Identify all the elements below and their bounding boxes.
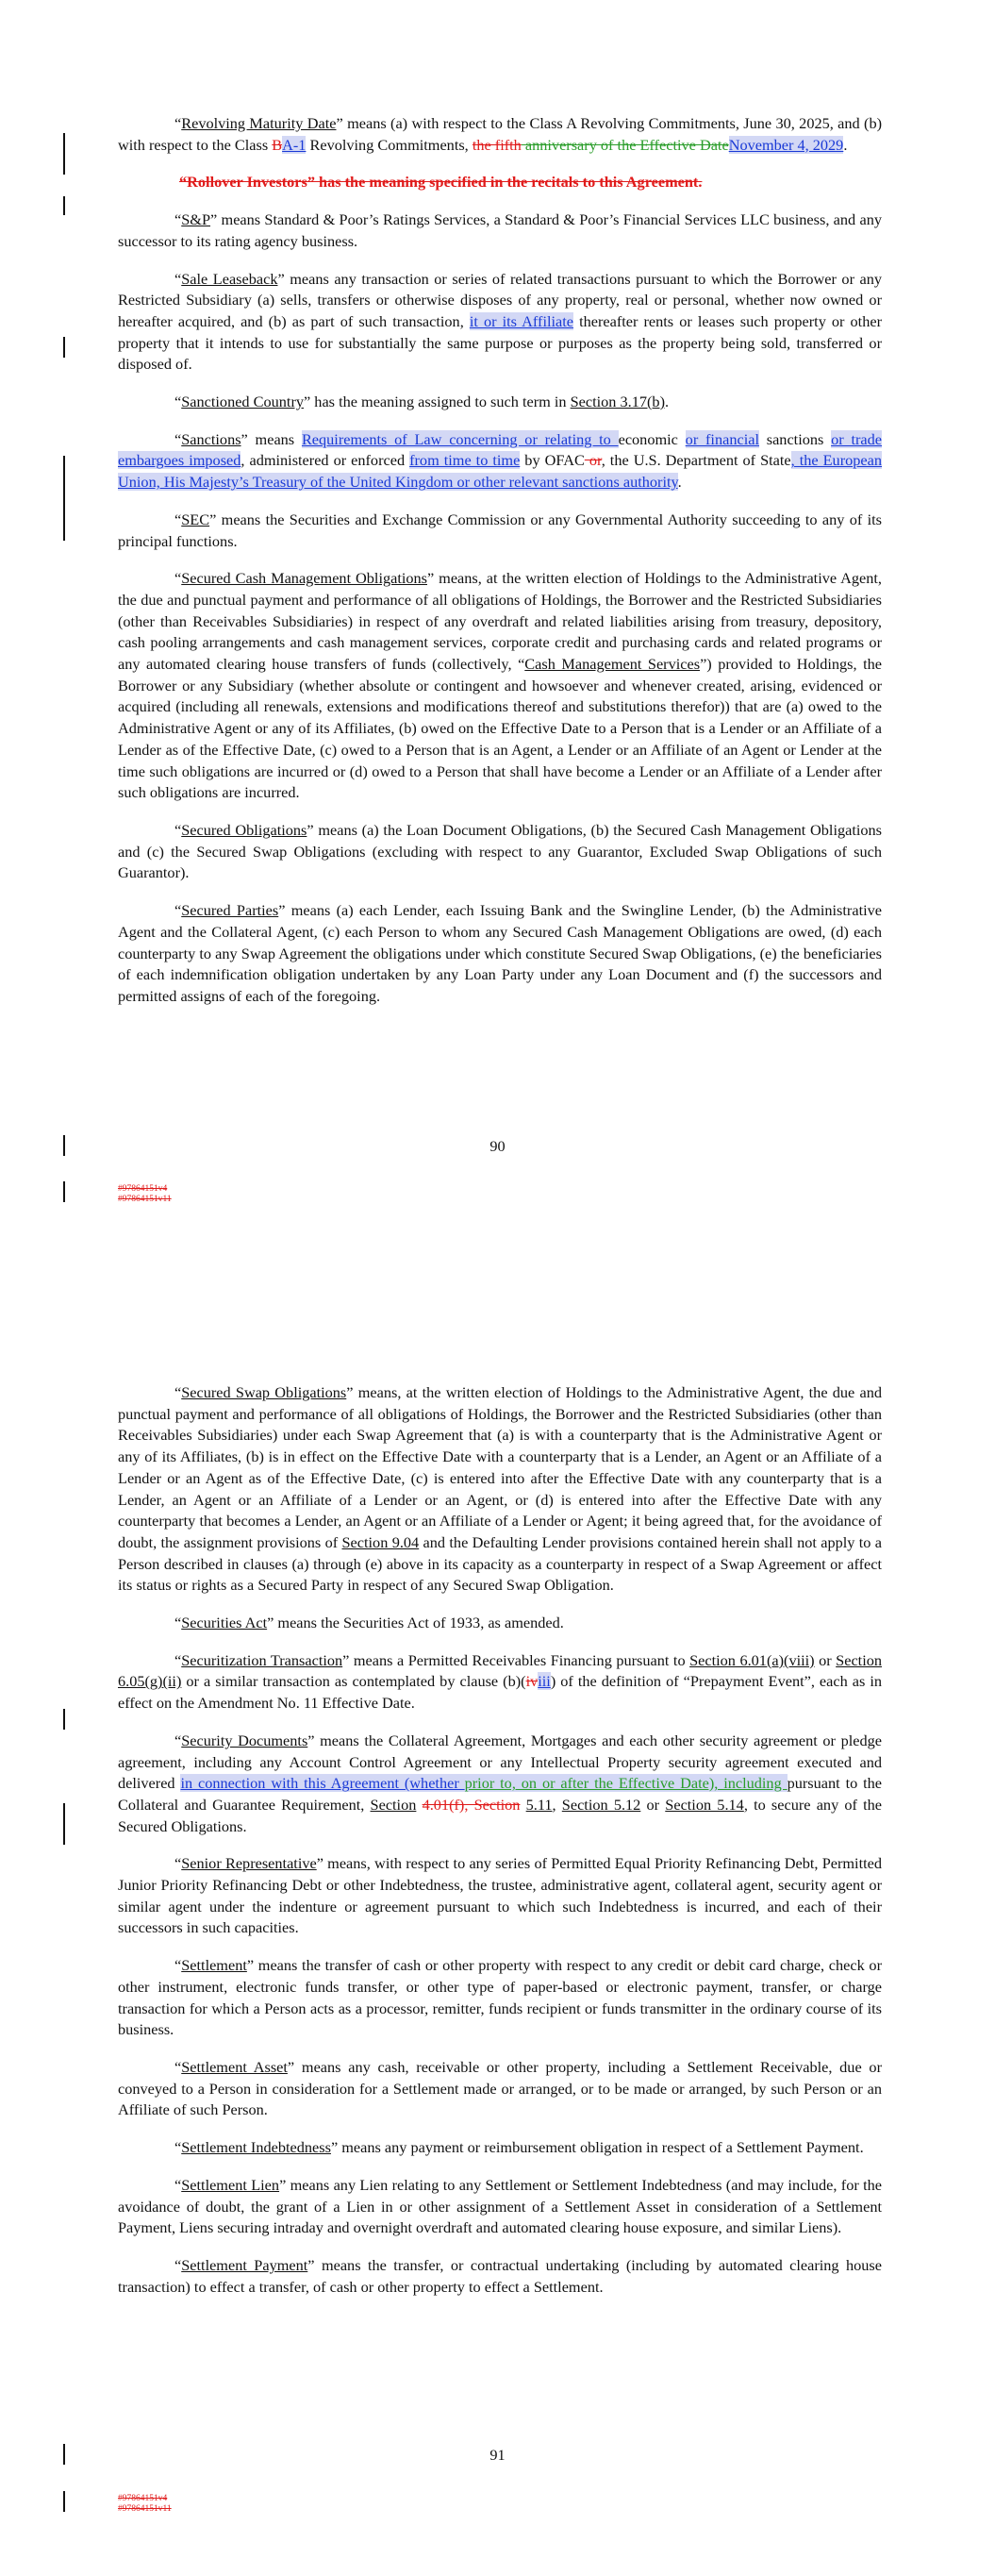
definition-secured-swap-obligations: “Secured Swap Obligations” means, at the written election of Holdings to the Administrative Agent, the due and punctual payment and performance of all obligations of Holdings, the Borrower and the Restricted Subsidiaries (other than Receivables Subsidiaries) under each Swap Agreement that (a) is with a counterparty that is the Administrative Agent or any of its Affiliates, (b) is in effect on the Effective Date with a counterparty that is a Lender, an Agent or an Affiliate of a Lender or an Agent as of the Effective Date, (c) is entered into after the Effective Date with any counterparty that is a Lender, an Agent or an Affiliate of a Lender or an Agent, or (d) is entered into after the Effective Date with any counterparty that becomes a Lender, an Agent or an Affiliate of a Lender or Agent; it being agreed that, for the avoidance of doubt, the assignment provisions of Section 9.04 and the Defaulting Lender provisions contained herein shall not apply to a Person described in clauses (a) through (e) above in its capacity as a counterparty in respect of a Swap Agreement or affect its status or rights as a Secured Party in respect of any Secured Swap Obligation.: [118, 1383, 883, 1595]
section-reference: Section 5.12: [561, 1795, 641, 1814]
change-bar: [63, 1181, 65, 1202]
definition-secured-cash-management-obligations: “Secured Cash Management Obligations” means, at the written election of Holdings to the Administrative Agent, the due and punctual payment and performance of all obligations of Holdings, the Borrower and the Restricted Subsidiaries (other than Receivables Subsidiaries) in respect of any overdraft and related liabilities arising from treasury, depository, cash pooling arrangements and cash management services, corporate credit and purchasing cards and related programs or any automated clearing house transfers of funds (collectively, “Cash Management Services”) provided to Holdings, the Borrower or any Subsidiary (whether absolute or contingent and howsoever and whenever created, arising, evidenced or acquired (including all renewals, extensions and modifications thereof and substitutions therefor)) that are (a) owed to the Administrative Agent or any of its Affiliates, (b) owed on the Effective Date to a Person that is a Lender or an Affiliate of a Lender as of the Effective Date, (c) owed to a Person that is an Agent, a Lender or an Affiliate of an Agent or Lender at the time such obligations are incurred or (d) owed to a Person that shall have become a Lender or an Affiliate of a Lender after such obligations are incurred.: [118, 569, 882, 802]
inserted-text: , the European Union, His Majesty’s Treasury of the United Kingdom or other relevant sanctions authority: [118, 451, 882, 492]
defined-term: Secured Obligations: [181, 820, 307, 839]
definition-securitization-transaction: “Securitization Transaction” means a Permitted Receivables Financing pursuant to Section 6.01(a)(viii) or Section 6.05(g)(ii) or a similar transaction as contemplated by clause (b)(iviii) of the definition of “Prepayment Event”, each as in effect on the Amendment No. 11 Effective Date.: [118, 1650, 883, 1713]
change-bar: [63, 1709, 65, 1730]
change-bar: [63, 456, 65, 541]
defined-term: S&P: [181, 210, 211, 229]
defined-term: Cash Management Services: [524, 655, 701, 674]
definition-settlement-indebtedness: “Settlement Indebtedness” means any payment or reimbursement obligation in respect of a Settlement Payment.: [174, 2138, 864, 2157]
defined-term: Sanctioned Country: [181, 393, 305, 411]
inserted-text: or financial: [685, 429, 759, 448]
section-reference: Section: [370, 1795, 417, 1814]
definition-securities-act: “Securities Act” means the Securities Act of 1933, as amended.: [174, 1614, 564, 1632]
section-reference: 5.11: [525, 1795, 553, 1814]
footer-doc-id: #97864151v4: [118, 2494, 168, 2503]
deleted-text: B: [272, 135, 283, 154]
moved-text: anniversary of the Effective Date: [521, 135, 729, 154]
definition-settlement-payment: “Settlement Payment” means the transfer, or contractual undertaking (including by automated clearing house transaction) to effect a transfer, of cash or other property to effect a Settlement.: [118, 2255, 882, 2296]
definition-rollover-investors: [118, 172, 882, 193]
section-reference: Section 5.14: [665, 1795, 744, 1814]
defined-term: Secured Parties: [181, 901, 279, 920]
deleted-text: or: [584, 451, 602, 470]
change-bar: [63, 337, 65, 358]
inserted-text: or trade embargoes imposed: [118, 429, 883, 470]
definition-settlement: “Settlement” means the transfer of cash or other property with respect to any credit or debit card charge, check or other instrument, electronic funds transfer, or other type of paper-based or electronic payment, transfer, or charge transaction for which a Person acts as a processor, remitter, funds recipient or funds transmitter in the ordinary course of its business.: [118, 1956, 882, 2039]
section-reference: Section 9.04: [341, 1532, 420, 1551]
page-number: 90: [489, 1137, 506, 1155]
change-bar: [63, 196, 65, 215]
change-bar: [63, 2491, 65, 2512]
definition-sale-leaseback: “Sale Leaseback” means any transaction or series of related transactions pursuant to which the Borrower or any Restricted Subsidiary (a) sells, transfers or otherwise disposes of any property, real or personal, whether now owned or hereafter acquired, and (b) as part of such transaction, it or its Affiliate thereafter rents or leases such property or other property that it intends to use for substantially the same purpose or purposes as the property being sold, transferred or disposed of.: [118, 269, 883, 374]
inserted-text: A-1: [282, 135, 307, 154]
inserted-text: from time to time: [409, 451, 521, 470]
definition-senior-representative: “Senior Representative” means, with respect to any series of Permitted Equal Priority Refinancing Debt, Permitted Junior Priority Refinancing Debt or other Indebtedness, the trustee, administrative agent, collateral agent, security agent or similar agent under the indenture or agreement pursuant to which such Indebtedness is incurred, and each of their successors in such capacities.: [118, 1854, 882, 1937]
definition-secured-obligations: “Secured Obligations” means (a) the Loan Document Obligations, (b) the Secured Cash Management Obligations and (c) the Secured Swap Obligations (excluding with respect to any Guarantor, Excluded Swap Obligations of such Guarantor).: [118, 820, 882, 882]
footer-doc-id: #97864151v11: [118, 1195, 172, 1204]
section-reference: Section 3.17(b): [570, 393, 665, 411]
footer-doc-id: #97864151v11: [118, 2504, 172, 2514]
definition-sanctions: “Sanctions” means Requirements of Law concerning or relating to economic or financial sanctions or trade embargoes imposed, administered or enforced from time to time by OFAC or, the U.S. Department of State, the European Union, His Majesty’s Treasury of the United Kingdom or other relevant sanctions authority.: [118, 429, 883, 492]
change-bar: [63, 133, 65, 175]
deleted-text: the fifth: [472, 135, 522, 154]
document-body: [118, 113, 882, 1024]
definition-secured-parties: “Secured Parties” means (a) each Lender, each Issuing Bank and the Swingline Lender, (b) the Administrative Agent and the Collateral Agent, (c) each Person to whom any Secured Cash Management Obligations are owed, (d) each counterparty to any Swap Agreement the obligations under which constitute Secured Swap Obligations, (e) the beneficiaries of each indemnification obligation undertaken by any Loan Party under any Loan Document and (f) the successors and permitted assigns of each of the foregoing.: [118, 901, 882, 1005]
definition-security-documents: “Security Documents” means the Collateral Agreement, Mortgages and each other security agreement or pledge agreement, including any Account Control Agreement or any Intellectual Property security agreement executed and delivered in connection with this Agreement (whether prior to, on or after the Effective Date), including pursuant to the Collateral and Guarantee Requirement, Section 4.01(f), Section 5.11, Section 5.12 or Section 5.14, to secure any of the Secured Obligations.: [118, 1731, 883, 1835]
defined-term: Settlement: [181, 1956, 247, 1975]
document-body: [118, 1382, 882, 2314]
definition-sec: “SEC” means the Securities and Exchange Commission or any Governmental Authority succeeding to any of its principal functions.: [118, 510, 882, 550]
defined-term: Securities Act: [181, 1614, 268, 1632]
moved-text: prior to, on or after the Effective Date), including: [464, 1774, 788, 1793]
deleted-text: 4.01(f), Section: [422, 1795, 521, 1814]
defined-term: Sale Leaseback: [181, 269, 278, 288]
page-number: 91: [489, 2446, 506, 2464]
defined-term: Secured Cash Management Obligations: [181, 569, 427, 588]
defined-term: Settlement Asset: [181, 2057, 288, 2076]
definition-settlement-lien: “Settlement Lien” means any Lien relating to any Settlement or Settlement Indebtedness (and may include, for the avoidance of doubt, the grant of a Lien in or other assignment of a Settlement Asset in consideration of a Settlement Payment, Liens securing intraday and overnight overdraft and automated clearing house exposure, and similar Liens).: [118, 2175, 882, 2237]
deleted-text: “Rollover Investors” has the meaning specified in the recitals to this Agreement.: [179, 173, 703, 192]
inserted-text: it or its Affiliate: [469, 311, 573, 330]
defined-term: Settlement Payment: [181, 2255, 308, 2274]
footer-doc-id: #97864151v4: [118, 1184, 168, 1194]
change-bar: [63, 1803, 65, 1845]
defined-term: Settlement Indebtedness: [181, 2138, 331, 2157]
document-footer: [118, 2494, 172, 2515]
deleted-text: iv: [525, 1672, 539, 1691]
inserted-text: in connection with this Agreement (whether: [180, 1774, 465, 1793]
defined-term: Securitization Transaction: [181, 1650, 343, 1669]
defined-term: Settlement Lien: [181, 2175, 280, 2194]
definition-sanctioned-country: “Sanctioned Country” has the meaning assigned to such term in Section 3.17(b).: [174, 393, 670, 411]
defined-term: SEC: [181, 510, 210, 528]
defined-term: Security Documents: [181, 1731, 308, 1749]
page-91: [0, 1288, 995, 2576]
inserted-text: November 4, 2029: [728, 135, 844, 154]
document-footer: [118, 1184, 172, 1205]
definition-revolving-maturity-date: “Revolving Maturity Date” means (a) with respect to the Class A Revolving Commitments, June 30, 2025, and (b) with respect to the Class BA-1 Revolving Commitments, the fifth anniversary of the Effective DateNovember 4, 2029.: [118, 114, 883, 154]
section-reference: Section 6.01(a)(viii): [689, 1650, 815, 1669]
defined-term: Sanctions: [181, 429, 241, 448]
section-reference: Section 6.05(g)(ii): [118, 1650, 883, 1691]
definition-sp: “S&P” means Standard & Poor’s Ratings Services, a Standard & Poor’s Financial Services LLC business, and any successor to its rating agency business.: [118, 210, 882, 250]
inserted-text: iii: [538, 1672, 551, 1691]
inserted-text: Requirements of Law concerning or relating to: [301, 429, 619, 448]
defined-term: Secured Swap Obligations: [181, 1383, 347, 1401]
definition-settlement-asset: “Settlement Asset” means any cash, receivable or other property, including a Settlement Receivable, due or conveyed to a Person in consideration for a Settlement made or arranged, or to be made or arranged, by such Person or an Affiliate of such Person.: [118, 2057, 882, 2119]
defined-term: Senior Representative: [181, 1854, 317, 1873]
defined-term: Revolving Maturity Date: [181, 114, 337, 132]
